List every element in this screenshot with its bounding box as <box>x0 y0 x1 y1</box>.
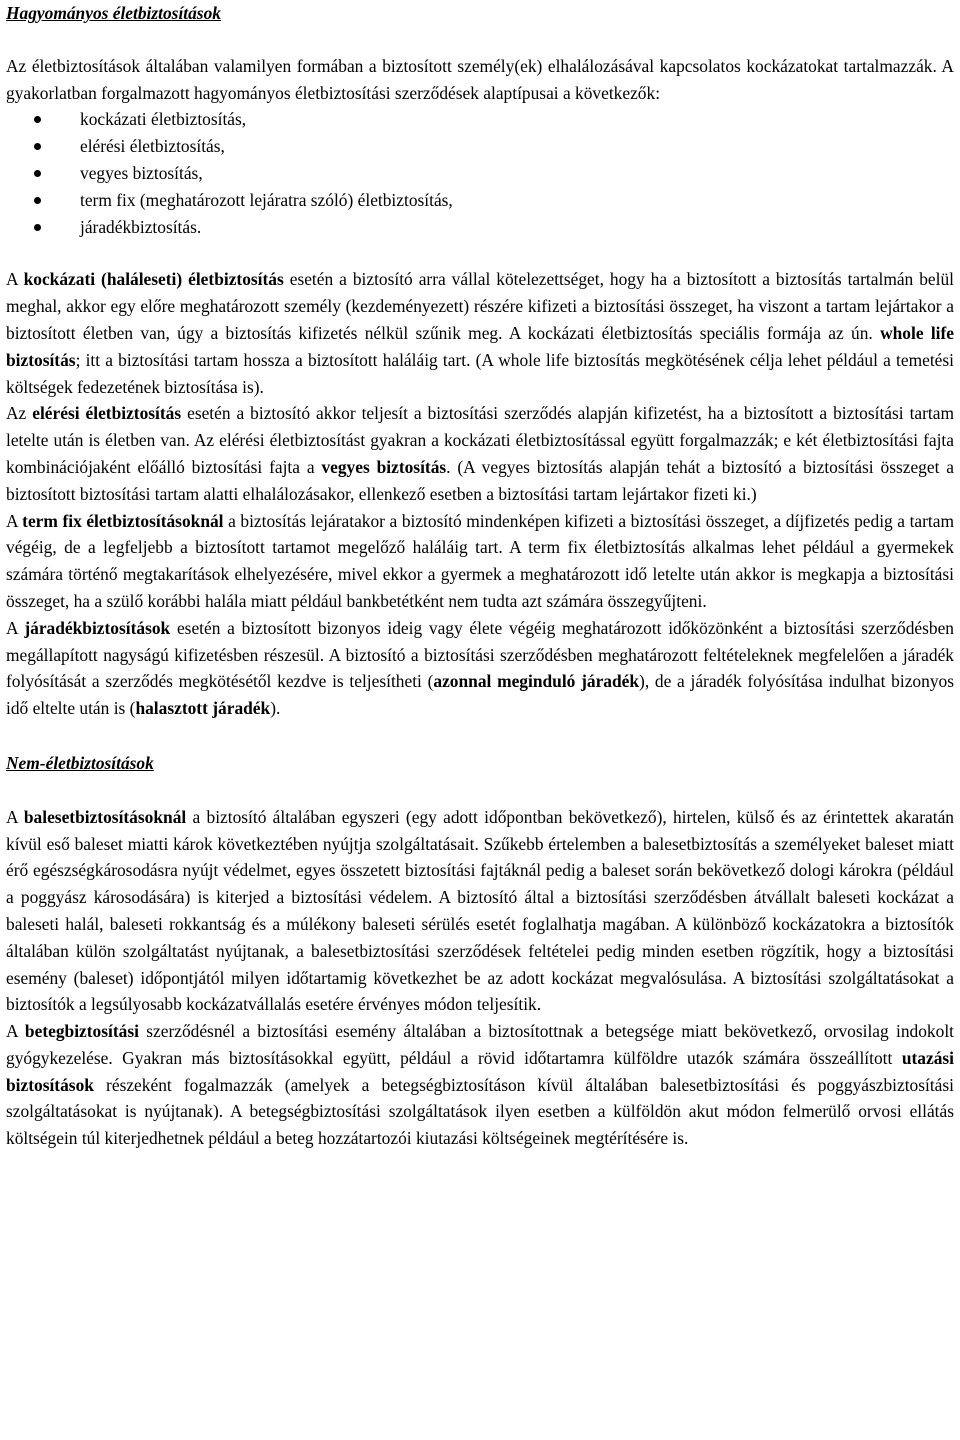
list-item: elérési életbiztosítás, <box>80 133 954 160</box>
section-heading-life-insurance: Hagyományos életbiztosítások <box>6 3 221 23</box>
text-run: A <box>6 617 25 638</box>
text-run: a biztosító általában egyszeri (egy adott időpontban bekövetkező), hirtelen, külső és az érintettek akaratán kívül eső baleset miatti károk következtében nyújtja szolgáltatásait. Szűkebb értelemben a balesetbiztosítás a személyeket baleset miatt érő egészségkárosodásra nyújt védelmet, egyes összetett biztosítási fajtáknál pedig a baleset során bekövetkező dologi károkra (például a poggyász károsodására) is kiterjed a biztosítási védelem. A biztosító által a biztosítási szerződésben átvállalt baleseti kockázat a baleseti halál, baleseti rokkantság és a múlékony baleseti sérülés esetét foglalhatja magában. A különböző kockázatokra a biztosítók általában külön szolgáltatást nyújtanak, a balesetbiztosítási szerződések feltételei pedig minden esetben rögzítik, hogy a biztosítási esemény (baleset) időpontjától milyen időtartamig következhet be az adott kockázat megvalósulása. A biztosítási szolgáltatásokat a biztosítók a legsúlyosabb kockázatvállalás esetére érvényes módon teljesítik. <box>6 806 955 1015</box>
text-run: szerződésnél a biztosítási esemény általában a biztosítottnak a betegsége miatt bekövetkező, orvosilag indokolt gyógykezelése. Gyakran más biztosításokkal együtt, például a rövid időtartamra külföldre utazók számára összeállított <box>6 1021 954 1068</box>
text-run: esetén a biztosító arra vállal kötelezettséget, hogy ha a biztosított a biztosítás tartalmán belül meghal, akkor egy előre meghatározott személy (kezdeményezett) részére kifizeti a biztosítási összeget, ha viszont a tartam lejártakor a biztosított életben van, úgy a biztosítás kifizetés nélkül szűnik meg. A kockázati életbiztosítás speciális formája az ún. <box>6 269 954 343</box>
list-item: járadékbiztosítás. <box>80 214 954 241</box>
text-run: esetén a biztosított bizonyos ideig vagy élete végéig meghatározott időközönként a biztosítási szerződésben megállapított nagyságú kifizetésben részesül. A biztosító a biztosítási szerződésben meghatározott feltételeknek megfelelően a járadék folyósítását a szerződés megkötésétől kezdve is teljesítheti ( <box>6 617 954 692</box>
text-run: A <box>6 1021 25 1042</box>
bold-term: azonnal meginduló járadék <box>433 671 640 692</box>
paragraph-endowment <box>6 400 954 507</box>
text-run: . (A vegyes biztosítás alapján tehát a biztosító a biztosítási összeget a biztosított biztosítási tartam alatti elhalálozásakor, ellenkező esetben a biztosítási tartam lejártakor fizeti ki.) <box>6 456 955 504</box>
list-item: term fix (meghatározott lejáratra szóló) életbiztosítás, <box>80 187 954 214</box>
paragraph-accident <box>6 804 954 1018</box>
paragraph-health <box>6 1018 954 1152</box>
insurance-types-list <box>6 106 954 240</box>
list-item: kockázati életbiztosítás, <box>80 106 954 133</box>
section-heading-non-life-insurance: Nem-életbiztosítások <box>6 752 154 773</box>
list-item: vegyes biztosítás, <box>80 160 954 187</box>
bold-term: halasztott járadék <box>135 698 271 719</box>
text-run: ). <box>270 698 281 719</box>
text-run: részeként fogalmazzák (amelyek a betegségbiztosításon kívül általában balesetbiztosítási és poggyászbiztosítási szolgáltatásokat is nyújtanak). A betegségbiztosítási szolgáltatások ilyen esetben a külföldön akut módon felmerülő orvosi ellátás költségein túl kiterjedhetnek például a beteg hozzátartozói kiutazási költségeinek megtérítésére is. <box>6 1074 954 1149</box>
text-run: a biztosítás lejáratakor a biztosító mindenképen kifizeti a biztosítási összeget, a díjfizetés pedig a tartam végéig, de a legfeljebb a biztosított tartamot megelőző haláláig tart. A term fix életbiztosítás alkalmas lehet például a gyermekek számára történő megtakarítások elhelyezésére, mivel ekkor a gyermek a meghatározott idő letelte után akkor is megkapja a biztosítási összeget, ha a szülő korábbi halála miatt például bankbetétként nem tudta azt számára összegyűjteni. <box>6 510 955 611</box>
text-run: A <box>6 806 24 827</box>
paragraph-term-fix <box>6 508 954 615</box>
text-run: ; itt a biztosítási tartam hossza a biztosított haláláig tart. (A whole life biztosítás megkötésének célja lehet például a temetési költségek fedezetének biztosítása is). <box>6 349 954 397</box>
bold-term: járadékbiztosítások <box>24 617 171 638</box>
text-run: A <box>6 510 23 531</box>
text-run: Az <box>6 403 33 424</box>
bold-term: elérési életbiztosítás <box>32 403 182 424</box>
bold-term: betegbiztosítási <box>24 1021 139 1042</box>
text-run: A <box>6 269 24 290</box>
paragraph-annuity <box>6 615 954 722</box>
bold-term: balesetbiztosításoknál <box>23 806 187 827</box>
bold-term: term fix életbiztosításoknál <box>22 510 224 531</box>
paragraph-term-life <box>6 266 954 400</box>
bold-term: kockázati (haláleseti) életbiztosítás <box>23 269 284 290</box>
bold-term: whole life biztosítás <box>6 322 955 370</box>
bold-term: vegyes biztosítás <box>321 456 447 477</box>
intro-paragraph: Az életbiztosítások általában valamilyen formában a biztosított személy(ek) elhalálozásával kapcsolatos kockázatokat tartalmazzák. A gyakorlatban forgalmazott hagyományos életbiztosítási szerződések alaptípusai a következők: <box>6 55 954 103</box>
text-run: esetén a biztosító akkor teljesít a biztosítási szerződés alapján kifizetést, ha a biztosított a biztosítási tartam letelte után is életben van. Az elérési életbiztosítást gyakran a kockázati életbiztosítással együtt forgalmazzák; e két életbiztosítási fajta kombinációjaként előálló biztosítási fajta a <box>6 403 954 477</box>
text-run: ), de a járadék folyósítása indulhat bizonyos idő eltelte után is ( <box>6 671 954 719</box>
bold-term: utazási biztosítások <box>6 1047 954 1095</box>
